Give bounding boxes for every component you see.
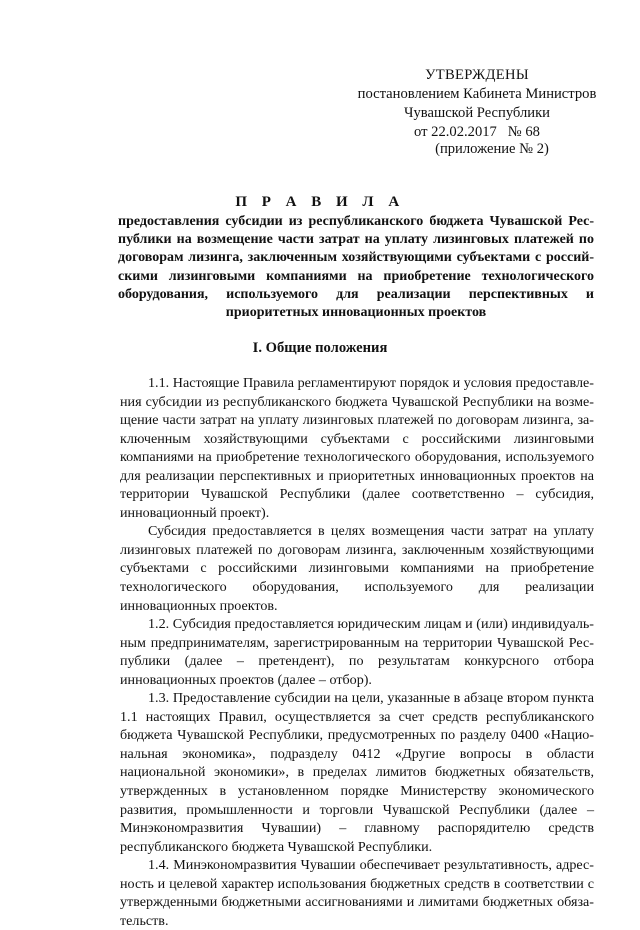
document-body bbox=[120, 374, 594, 930]
paragraph-1-1: 1.1. Настоящие Правила регламентируют порядок и условия предоставления субсидии из республиканского бюджета Чувашской Республики на возмещение части затрат на уплату лизинговых платежей по договорам лизинга, заключенным хозяйствующими субъектами с российскими лизинговыми компаниями на приобретение технологического оборудования, используемого для реализации перспективных и приоритетных инновационных проектов на территории Чувашской Республики (далее соответственно – субсидия, инновационный проект). bbox=[120, 375, 594, 521]
approval-line-3: от 22.02.2017 № 68 bbox=[414, 124, 540, 140]
document-title: П Р А В И Л А bbox=[235, 194, 405, 210]
paragraph-1-1-b: Субсидия предоставляется в целях возмещения части затрат на уплату лизинговых платежей по договорам лизинга, заключенным хозяйствующими субъектами с российскими лизинговыми компаниями на приобретение технологического оборудования, используемого для реализации инновационных проектов. bbox=[120, 523, 594, 614]
document-subtitle: предоставления субсидии из республиканского бюджета Чувашской Республики на возмещение части затрат на уплату лизинговых платежей по договорам лизинга, заключенным хозяйствующими субъектами с российскими лизинговыми компаниями на приобретение технологического оборудования, используемого для реализации перспективных и приоритетных инновационных проектов bbox=[118, 214, 594, 321]
section-heading: I. Общие положения bbox=[252, 340, 388, 356]
paragraph-1-2: 1.2. Субсидия предоставляется юридическим лицам и (или) индивидуальным предпринимателям, зарегистрированным на территории Чувашской Республики (далее – претендент), по результатам конкурсного отбора инновационных проектов (далее – отбор). bbox=[120, 616, 594, 688]
approval-line-2: Чувашской Республики bbox=[404, 105, 550, 121]
approval-title: УТВЕРЖДЕНЫ bbox=[425, 67, 529, 83]
appendix-note: (приложение № 2) bbox=[435, 141, 549, 157]
approval-line-1: постановлением Кабинета Министров bbox=[357, 86, 597, 102]
paragraph-1-3: 1.3. Предоставление субсидии на цели, указанные в абзаце втором пункта 1.1 настоящих Правил, осуществляется за счет средств республиканского бюджета Чувашской Республики, предусмотренных по разделу 0400 «Национальная экономика», подразделу 0412 «Другие вопросы в области национальной экономики», в пределах лимитов бюджетных обязательств, утвержденных в установленном порядке Министерству экономического развития, промышленности и торговли Чувашской Республики (далее – Минэкономразвития Чувашии) – главному распорядителю средств республиканского бюджета Чувашской Республики. bbox=[120, 690, 594, 855]
approval-stamp bbox=[352, 66, 602, 142]
paragraph-1-4: 1.4. Минэкономразвития Чувашии обеспечивает результативность, адресность и целевой характер использования бюджетных средств в соответствии с утвержденными бюджетными ассигнованиями и лимитами бюджетных обязательств. bbox=[120, 857, 594, 929]
